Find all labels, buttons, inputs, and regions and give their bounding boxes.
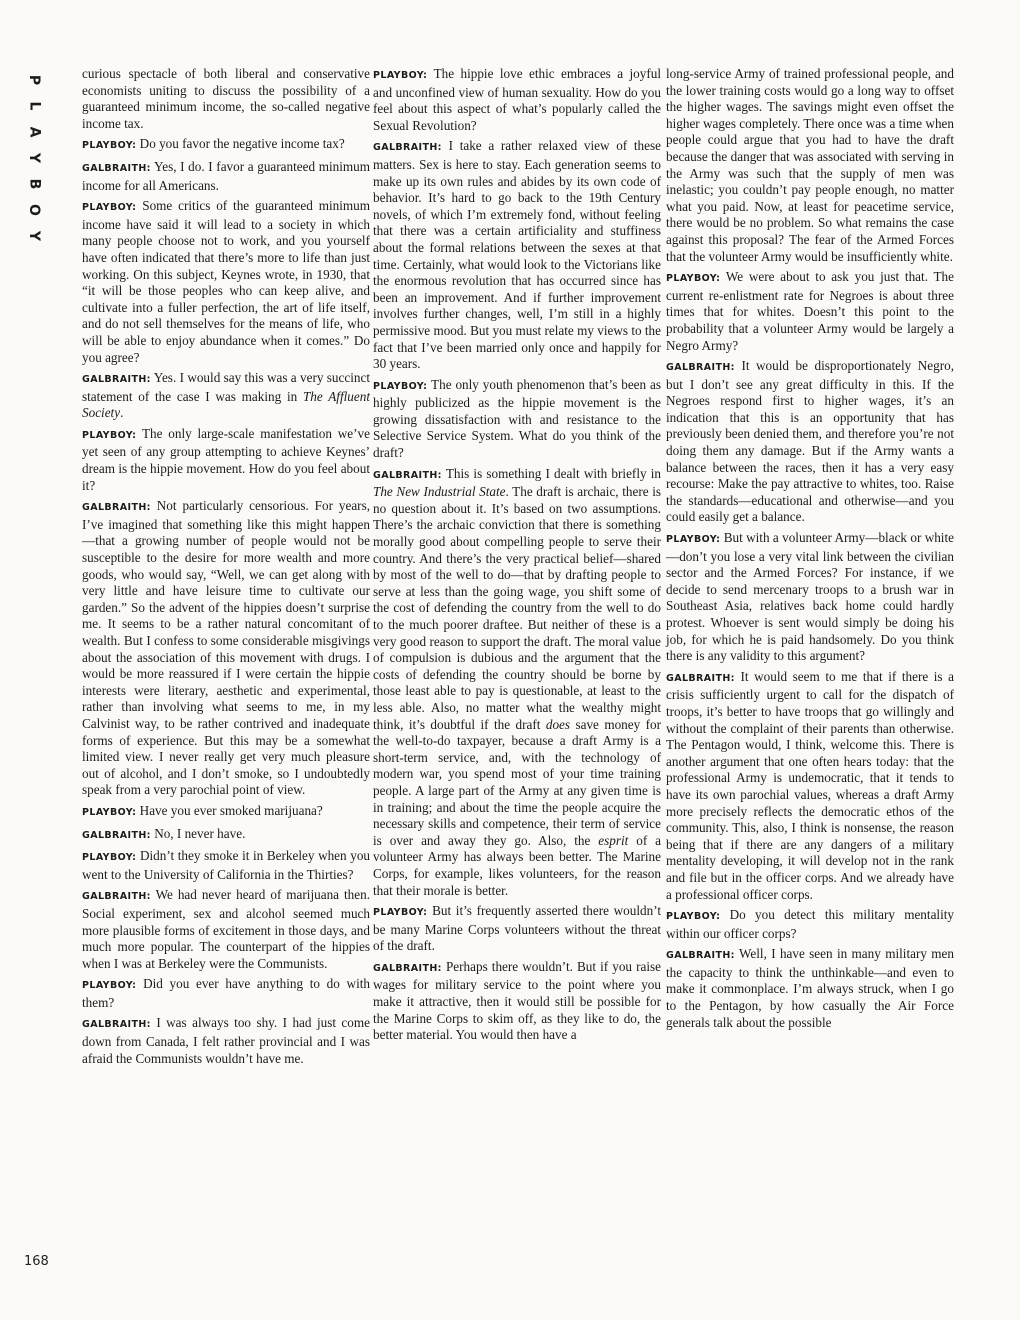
body-text: The only large-scale manifestation we’ve yet seen of any group attempting to achieve Keynes’ dream is the hippie movement. How do you feel about it? <box>82 425 370 493</box>
speaker-label: PLAYBOY: <box>666 911 721 923</box>
body-text: Did you ever have anything to do with them? <box>82 976 370 1010</box>
speaker-label: GALBRAITH: <box>666 950 735 962</box>
interview-paragraph <box>373 66 661 134</box>
italic-title: esprit <box>598 832 629 848</box>
interview-paragraph <box>373 903 661 955</box>
body-text: Do you detect this military mentality within our officer corps? <box>666 907 955 941</box>
interview-paragraph <box>666 946 954 1031</box>
interview-paragraph <box>82 66 370 132</box>
speaker-label: GALBRAITH: <box>373 962 442 974</box>
speaker-label: GALBRAITH: <box>82 374 151 386</box>
body-text: I was always too shy. I had just come down from Canada, I felt rather provincial and I was afraid the Communists wouldn’t have me. <box>82 1015 370 1066</box>
italic-title: The New Industrial State <box>373 484 506 500</box>
interview-paragraph <box>666 530 954 665</box>
body-text: I take a rather relaxed view of these matters. Sex is here to stay. Each generation seems to make up its own rules and abides by its own code of behavior. It’s hard to go back to the 19th Century novels, of which I’m extremely fond, without feeling that there was a certain artificiality and stuffiness about the formal relations between the sexes at that time. Certainly, what would look to the Victorians like the enormous revolution that has occurred since has been an improvement. And if further improvement involves further changes, well, I’m still in a highly permissive mood. But you must relate my views to the fact that I’ve been married only once and happily for 30 years. <box>373 138 661 372</box>
interview-paragraph <box>373 466 661 899</box>
interview-paragraph <box>666 358 954 526</box>
body-text: long-service Army of trained professional people, and the lower training costs would go a long way to offset the higher wages. The savings might even offset the higher wages completely. There once was a time when people could argue that you had to have the draft because the danger that was associated with serving in the Army was such that the supply of men was inelastic; you couldn’t pay people enough, no matter what you paid. Now, at least for peacetime service, there would be no problem. So what remains the case against this proposal? The fear of the Armed Forces that the volunteer Army would be insufficiently white. <box>666 66 954 264</box>
body-text: save money for the well-to-do taxpayer, because a draft Army is a short-term service, and, with the technology of modern war, you spend most of your time training people. A large part of the Army at any given time is in training; and about the time the people acquire the necessary skills and competence, their term of service is over and away they go. Also, the <box>373 716 662 848</box>
title-letter: Y <box>25 152 42 164</box>
body-text: Perhaps there wouldn’t. But if you raise wages for military service to the point where you make it attractive, then it would still be possible for the Marine Corps to skim off, as they like to do, the better material. You would then have a <box>373 958 661 1043</box>
speaker-label: PLAYBOY: <box>373 907 428 919</box>
magazine-title-vertical <box>24 70 44 246</box>
title-letter: L <box>25 101 42 111</box>
body-text: Yes. I would say this was a very succinct statement of the case I was making in <box>82 370 370 404</box>
body-text: But it’s frequently asserted there wouldn’t be many Marine Corps volunteers without the threat of the draft. <box>373 903 662 954</box>
speaker-label: PLAYBOY: <box>82 429 137 441</box>
speaker-label: PLAYBOY: <box>666 273 721 285</box>
speaker-label: PLAYBOY: <box>373 380 428 392</box>
body-text: . <box>120 405 124 421</box>
interview-paragraph <box>82 826 370 845</box>
speaker-label: GALBRAITH: <box>82 1019 151 1031</box>
body-text: curious spectacle of both liberal and conservative economists uniting to discuss the possibility of a guaranteed minimum income, the so-called negative income tax. <box>82 66 370 131</box>
body-text: . The draft is archaic, there is no question about it. It’s based on two assumptions. There’s the archaic conviction that there is something morally good about compelling people to serve their country. And there’s the very practical belief—shared by most of the well to do—that by drafting people to serve at less than the going wage, you shift some of the cost of defending the country from the well to do to the much poorer draftee. But neither of these is a very good reason to support the draft. The moral value of compulsion is dubious and the argument that the costs of defending the country should be borne by those least able to pay is questionable, at least to the less able. Also, no matter what the wealthy might think, it’s doubtful if the draft <box>373 484 662 732</box>
body-text: It would seem to me that if there is a crisis sufficiently urgent to call for the dispatch of troops, it’s better to have troops that go willingly and without the complaint of their parents than otherwise. The Pentagon would, I think, welcome this. There is another argument that one often hears today: that the professional Army is undemocratic, that it tends to have its own parochial values, whereas a draft Army more precisely reflects the democratic ethos of the community. This, also, I think is nonsense, the reason being that if there are any dangers of a military mentality developing, it will develop not in the rank and file but in the officer corps. And we already have a professional officer corps. <box>666 668 954 902</box>
body-text: Yes, I do. I favor a guaranteed minimum income for all Americans. <box>82 158 370 193</box>
speaker-label: PLAYBOY: <box>82 140 137 152</box>
text-column-3 <box>666 66 954 1035</box>
speaker-label: PLAYBOY: <box>373 70 428 81</box>
interview-paragraph <box>82 498 370 799</box>
body-text: This is something I dealt with briefly in <box>445 465 661 481</box>
interview-paragraph <box>82 887 370 972</box>
text-column-2 <box>373 66 661 1048</box>
interview-paragraph <box>82 976 370 1011</box>
interview-paragraph <box>82 803 370 822</box>
interview-paragraph <box>373 138 661 372</box>
speaker-label: GALBRAITH: <box>373 469 442 481</box>
speaker-label: GALBRAITH: <box>666 362 735 374</box>
body-text: Do you favor the negative income tax? <box>139 136 345 152</box>
body-text: It would be disproportionately Negro, but I don’t see any great difficulty in this. If the Negroes respond first to higher wages, it’s an indication that this is an opportunity that has previously been denied them, and therefore you’re not doing them any damage. But if the Army wants a balance between the races, then it has a very easy recourse: Make the pay attractive to whites, too. Raise the standards—educational and otherwise—and you could easily get a balance. <box>666 358 955 525</box>
speaker-label: GALBRAITH: <box>82 891 151 903</box>
interview-paragraph <box>666 669 954 903</box>
title-letter: B <box>25 178 42 190</box>
interview-paragraph <box>82 370 370 422</box>
interview-paragraph <box>82 159 370 194</box>
speaker-label: PLAYBOY: <box>82 980 137 992</box>
speaker-label: GALBRAITH: <box>82 162 151 174</box>
speaker-label: GALBRAITH: <box>666 672 735 684</box>
body-text: of a volunteer Army has always been better. The Marine Corps, for example, likes volunteers, for the reason that their morale is better. <box>373 832 661 898</box>
body-text: We were about to ask you just that. The current re-enlistment rate for Negroes is about three times that for whites. Doesn’t this point to the probability that a volunteer Army would be largely a Negro Army? <box>666 269 955 353</box>
italic-title: does <box>545 716 571 732</box>
interview-paragraph <box>373 377 661 462</box>
speaker-label: PLAYBOY: <box>82 852 137 864</box>
speaker-label: PLAYBOY: <box>82 806 137 818</box>
body-text: Well, I have seen in many military men the capacity to think the unthinkable—and even to make it commonplace. I’m always struck, when I go to the Pentagon, by how casually the Air Force generals talk about the possible <box>666 946 954 1030</box>
text-column-1 <box>82 66 370 1071</box>
body-text: Some critics of the guaranteed minimum income have said it will lead to a society in which many people choose not to work, and you yourself have often indicated that there’s more to life than just working. On this subject, Keynes wrote, in 1930, that “it will be those peoples who can keep alive, and cultivate into a fuller perfection, the art of life itself, and do not sell themselves for the means of life, who will be able to enjoy abundance when it comes.” Do you agree? <box>82 198 370 365</box>
page-number: 168 <box>24 1254 49 1269</box>
interview-paragraph <box>82 136 370 155</box>
italic-title: The Affluent Society <box>82 388 371 421</box>
body-text: Didn’t they smoke it in Berkeley when you went to the University of California in the Thirties? <box>82 848 371 882</box>
interview-paragraph <box>82 198 370 366</box>
body-text: The only youth phenomenon that’s been as highly publicized as the hippie movement is the growing dissatisfaction with and resistance to the Selective Service System. What do you think of the draft? <box>373 376 662 461</box>
speaker-label: GALBRAITH: <box>373 142 442 154</box>
body-text: But with a volunteer Army—black or white—don’t you lose a very vital link between the civilian sector and the Armed Forces? For instance, if we decide to send mercenary troops to a brush war in Southeast Asia, relatives back home could hardly protest. Whoever is sent would simply be doing his job, for which he is paid handsomely. Do you think there is any validity to this argument? <box>666 530 954 664</box>
speaker-label: PLAYBOY: <box>82 202 137 214</box>
body-text: We had never heard of marijuana then. Social experiment, sex and alcohol seemed much more plausible forms of excitement in those days, and much more popular. The counterpart of the hippies when I was at Berkeley were the Communists. <box>82 887 370 971</box>
interview-paragraph <box>666 907 954 942</box>
body-text: The hippie love ethic embraces a joyful and unconfined view of human sexuality. How do you feel about this aspect of what’s popularly called the Sexual Revolution? <box>373 66 661 133</box>
speaker-label: GALBRAITH: <box>82 502 151 514</box>
interview-paragraph <box>666 269 954 354</box>
title-letter: P <box>25 74 42 86</box>
body-text: Not particularly censorious. For years, I’ve imagined that something like this might happen—that a growing number of people would not be susceptible to the desire for more wealth and more goods, who would say, “Well, we can get along with very little and have leisure time to cultivate our garden.” So the advent of the hippies doesn’t surprise me. It seems to be a rather natural concomitant of wealth. But I confess to some considerable misgivings about the association of this movement with drugs. I would be more reassured if I were certain the hippie interests were literary, aesthetic and experimental, rather than involving what seems to me, in my Calvinist way, to be rather contrived and inadequate forms of experience. But this may be a somewhat limited view. I never really get very much pleasure out of alcohol, and I don’t smoke, so I undoubtedly speak from a very parochial point of view. <box>82 498 371 798</box>
interview-paragraph <box>82 848 370 883</box>
interview-paragraph <box>666 66 954 265</box>
interview-paragraph <box>82 1015 370 1067</box>
speaker-label: GALBRAITH: <box>82 829 151 841</box>
title-letter: A <box>26 126 42 138</box>
title-letter: O <box>26 204 42 216</box>
interview-paragraph <box>373 959 661 1044</box>
interview-paragraph <box>82 426 370 494</box>
title-letter: Y <box>25 230 42 242</box>
body-text: Have you ever smoked marijuana? <box>139 802 323 818</box>
speaker-label: PLAYBOY: <box>666 534 721 546</box>
body-text: No, I never have. <box>154 825 246 841</box>
